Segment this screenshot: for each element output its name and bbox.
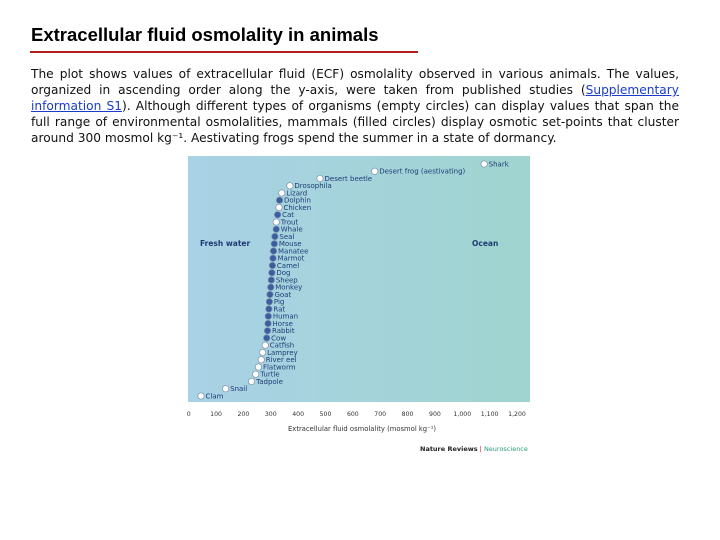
label-camel: Camel xyxy=(276,261,300,270)
x-tick-500: 500 xyxy=(319,411,332,418)
x-tick-0: 0 xyxy=(186,411,191,418)
label-shark: Shark xyxy=(488,160,509,169)
label-sheep: Sheep xyxy=(275,276,298,285)
point-horse xyxy=(265,320,271,326)
x-tick-600: 600 xyxy=(346,411,359,418)
label-lamprey: Lamprey xyxy=(267,348,298,357)
label-tadpole: Tadpole xyxy=(256,377,283,386)
supplementary-info-link[interactable]: Supplementary information S1 xyxy=(31,83,679,113)
label-marmot: Marmot xyxy=(277,254,305,263)
point-whale xyxy=(273,226,279,232)
region-label-ocean: Ocean xyxy=(472,239,499,248)
label-cat: Cat xyxy=(282,211,295,220)
point-desert-beetle xyxy=(317,175,323,181)
point-sheep xyxy=(268,277,274,283)
point-cow xyxy=(263,335,269,341)
point-marmot xyxy=(270,255,276,261)
point-monkey xyxy=(268,284,274,290)
label-cow: Cow xyxy=(271,334,287,343)
label-desert-frog-aestivating: Desert frog (aestivating) xyxy=(379,167,466,176)
label-manatee: Manatee xyxy=(278,247,309,256)
point-trout xyxy=(273,219,279,225)
plot-background xyxy=(188,156,530,402)
label-river-eel: River eel xyxy=(265,356,297,365)
credit-line xyxy=(420,445,528,453)
x-axis-ticks xyxy=(187,411,526,418)
description-text-end: ). Although different types of organisms (empty circles) can display values that span the full range of environmental osmolalities, mammals (filled circles) display osmotic set-points that cluster around 300 mosmol kg⁻¹. Aestivating frogs spend the summer in a state of dormancy. xyxy=(31,99,679,145)
point-rat xyxy=(266,306,272,312)
point-goat xyxy=(267,291,273,297)
point-tadpole xyxy=(248,378,254,384)
description-paragraph xyxy=(31,66,679,146)
label-turtle: Turtle xyxy=(260,370,280,379)
label-monkey: Monkey xyxy=(275,283,303,292)
label-chicken: Chicken xyxy=(283,203,312,212)
label-human: Human xyxy=(272,312,299,321)
point-desert-frog-aestivating xyxy=(372,168,378,174)
label-seal: Seal xyxy=(279,232,295,241)
description-text-start: The plot shows values of extracellular fluid (ECF) osmolality observed in various animals. The values, organized in ascending order along the y-axis, were taken from published studies ( xyxy=(31,67,679,97)
point-shark xyxy=(481,161,487,167)
region-label-fresh-water: Fresh water xyxy=(200,239,251,248)
title-underline xyxy=(30,51,418,53)
x-tick-900: 900 xyxy=(429,411,441,418)
point-chicken xyxy=(276,204,282,210)
x-axis-label: Extracellular fluid osmolality (mosmol kg⁻¹) xyxy=(288,425,437,433)
label-goat: Goat xyxy=(274,290,292,299)
slide-title: Extracellular fluid osmolality in animals xyxy=(31,24,379,45)
point-dolphin xyxy=(276,197,282,203)
point-lamprey xyxy=(259,349,265,355)
point-cat xyxy=(274,212,280,218)
label-mouse: Mouse xyxy=(278,240,302,249)
label-desert-beetle: Desert beetle xyxy=(324,174,373,183)
credit-journal: Neuroscience xyxy=(483,445,528,453)
label-clam: Clam xyxy=(205,392,224,401)
x-tick-100: 100 xyxy=(210,411,222,418)
x-tick-1000: 1,000 xyxy=(453,411,472,418)
label-trout: Trout xyxy=(280,218,299,227)
point-mouse xyxy=(271,241,277,247)
point-camel xyxy=(269,262,275,268)
point-snail xyxy=(222,386,228,392)
label-snail: Snail xyxy=(230,385,248,394)
credit-brand: Nature Reviews xyxy=(420,445,478,453)
label-horse: Horse xyxy=(272,319,293,328)
x-tick-1100: 1,100 xyxy=(480,411,499,418)
osmolality-chart xyxy=(180,152,540,457)
label-lizard: Lizard xyxy=(286,189,308,198)
x-tick-1200: 1,200 xyxy=(508,411,526,418)
label-pig: Pig xyxy=(273,298,285,307)
point-manatee xyxy=(270,248,276,254)
point-pig xyxy=(266,299,272,305)
label-catfish: Catfish xyxy=(269,341,295,350)
point-rabbit xyxy=(264,328,270,334)
point-turtle xyxy=(253,371,259,377)
point-drosophila xyxy=(287,183,293,189)
label-rabbit: Rabbit xyxy=(271,327,295,336)
x-tick-300: 300 xyxy=(264,411,277,418)
x-tick-200: 200 xyxy=(237,411,250,418)
label-dog: Dog xyxy=(276,269,291,278)
label-dolphin: Dolphin xyxy=(284,196,311,205)
credit-separator: | xyxy=(477,445,484,453)
point-lizard xyxy=(279,190,285,196)
point-human xyxy=(265,313,271,319)
x-tick-700: 700 xyxy=(374,411,387,418)
label-drosophila: Drosophila xyxy=(294,182,332,191)
point-catfish xyxy=(262,342,268,348)
label-whale: Whale xyxy=(280,225,303,234)
point-clam xyxy=(198,393,204,399)
label-rat: Rat xyxy=(273,305,286,314)
x-tick-800: 800 xyxy=(401,411,414,418)
point-river-eel xyxy=(258,357,264,363)
point-dog xyxy=(269,270,275,276)
point-seal xyxy=(272,233,278,239)
x-tick-400: 400 xyxy=(292,411,305,418)
point-flatworm xyxy=(255,364,261,370)
label-flatworm: Flatworm xyxy=(262,363,296,372)
